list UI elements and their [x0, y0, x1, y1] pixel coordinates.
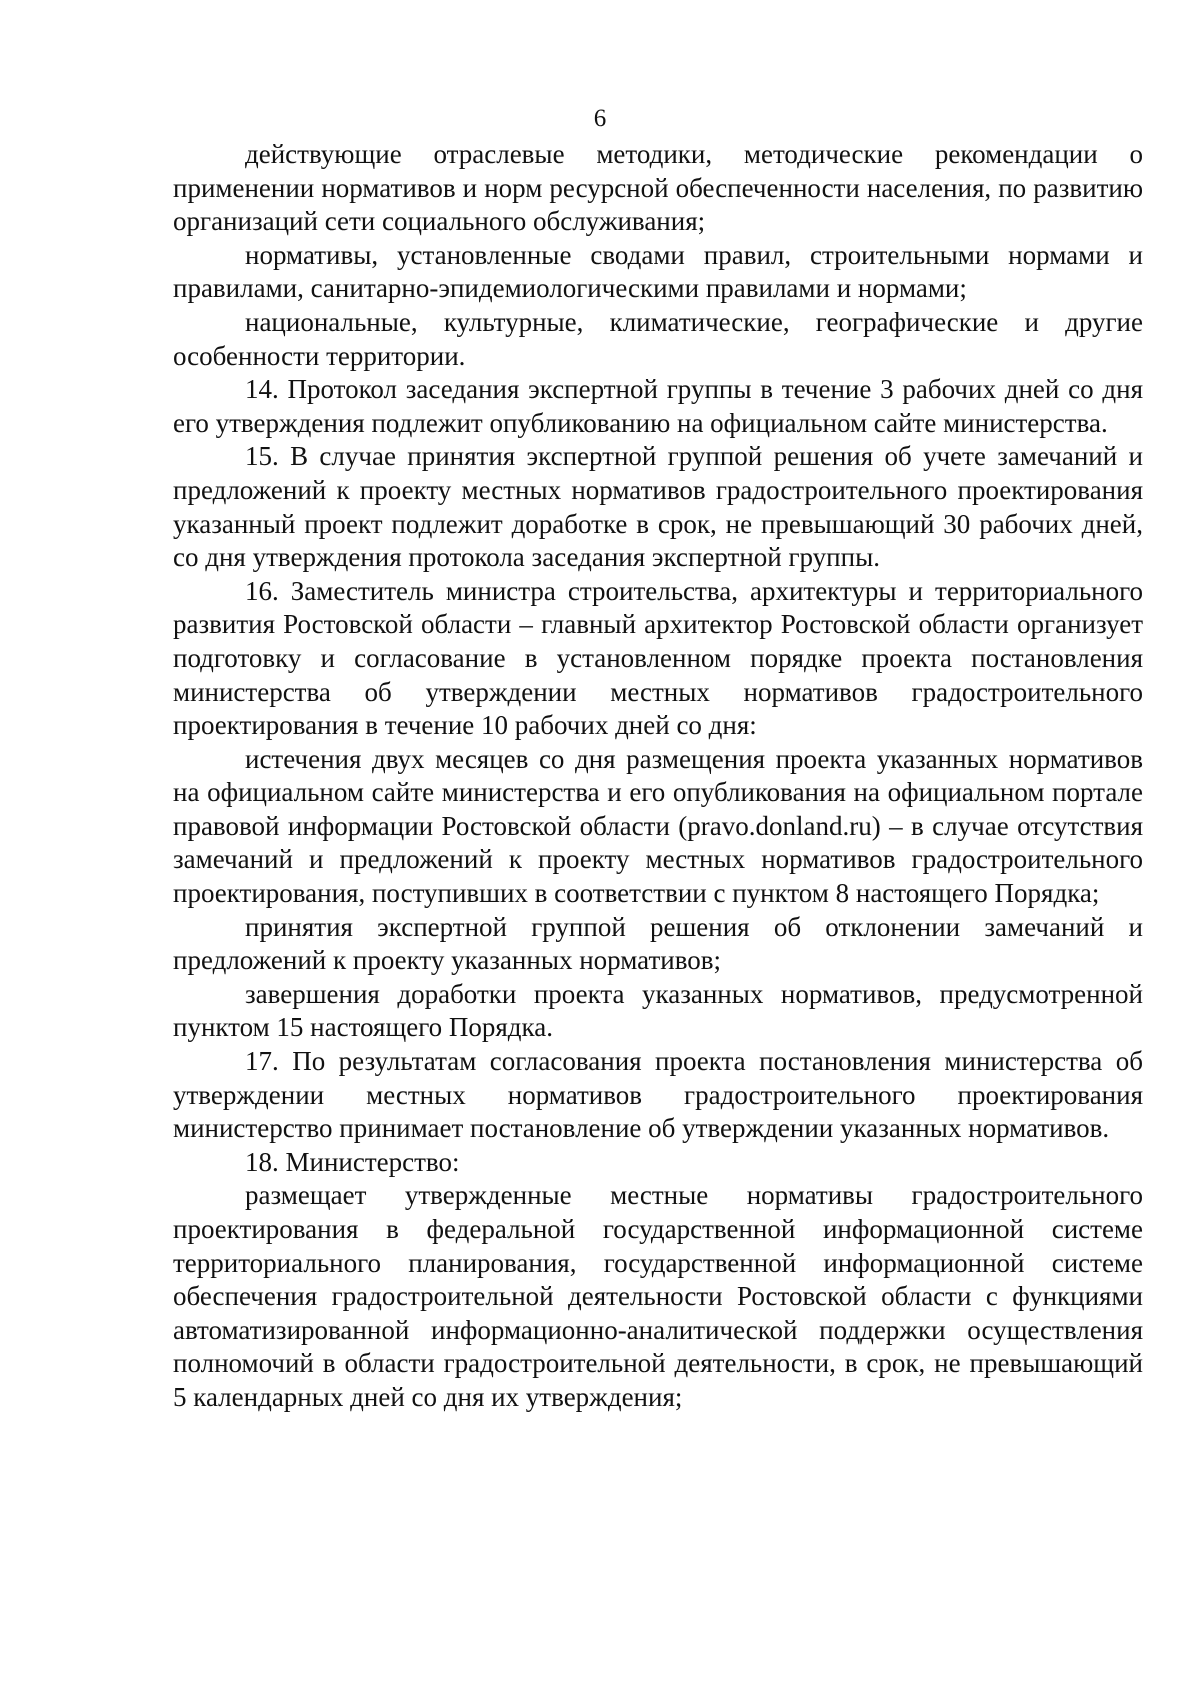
- paragraph-item-18-publication: размещает утвержденные местные нормативы градостроительного проектирования в федеральной государственной информационной системе территориального планирования, государственной информационной системе обеспечения градостроительной деятельности Ростовской области с функциями автоматизированной информационно-аналитической поддержки осуществления полномочий в области градостроительной деятельности, в срок, не превышающий 5 календарных дней со дня их утверждения;: [173, 1180, 1143, 1412]
- paragraph-item-14: 14. Протокол заседания экспертной группы в течение 3 рабочих дней со дня его утверждения подлежит опубликованию на официальном сайте министерства.: [173, 374, 1143, 438]
- page-number: 6: [593, 105, 607, 132]
- paragraph-item-17: 17. По результатам согласования проекта постановления министерства об утверждении местных нормативов градостроительного проектирования министерство принимает постановление об утверждении указанных нормативов.: [173, 1046, 1143, 1144]
- paragraph-item-16-case-1: истечения двух месяцев со дня размещения проекта указанных нормативов на официальном сайте министерства и его опубликования на официальном портале правовой информации Ростовской области (pravo.donland.ru) – в случае отсутствия замечаний и предложений к проекту местных нормативов градостроительного проектирования, поступивших в соответствии с пунктом 8 настоящего Порядка;: [173, 743, 1143, 909]
- paragraph-item-16: 16. Заместитель министра строительства, архитектуры и территориального развития Ростовской области – главный архитектор Ростовской области организует подготовку и согласование в установленном порядке проекта постановления министерства об утверждении местных нормативов градостроительного проектирования в течение 10 рабочих дней со дня:: [173, 575, 1143, 741]
- paragraph-territory-features: национальные, культурные, климатические, географические и другие особенности территории.: [173, 306, 1143, 371]
- paragraph-norms: нормативы, установленные сводами правил, строительными нормами и правилами, санитарно-эпидемиологическими правилами и нормами;: [173, 239, 1143, 304]
- paragraph-item-18: 18. Министерство:: [245, 1146, 460, 1177]
- paragraph-item-16-case-3: завершения доработки проекта указанных нормативов, предусмотренной пунктом 15 настоящего Порядка.: [173, 978, 1143, 1043]
- paragraph-item-16-case-2: принятия экспертной группой решения об отклонении замечаний и предложений к проекту указанных нормативов;: [173, 911, 1143, 976]
- document-body: [173, 138, 1143, 1415]
- paragraph-item-15: 15. В случае принятия экспертной группой решения об учете замечаний и предложений к проекту местных нормативов градостроительного проектирования указанный проект подлежит доработке в срок, не превышающий 30 рабочих дней, со дня утверждения протокола заседания экспертной группы.: [173, 441, 1143, 573]
- paragraph-methodologies: действующие отраслевые методики, методические рекомендации о применении нормативов и норм ресурсной обеспеченности населения, по развитию организаций сети социального обслуживания;: [173, 139, 1143, 237]
